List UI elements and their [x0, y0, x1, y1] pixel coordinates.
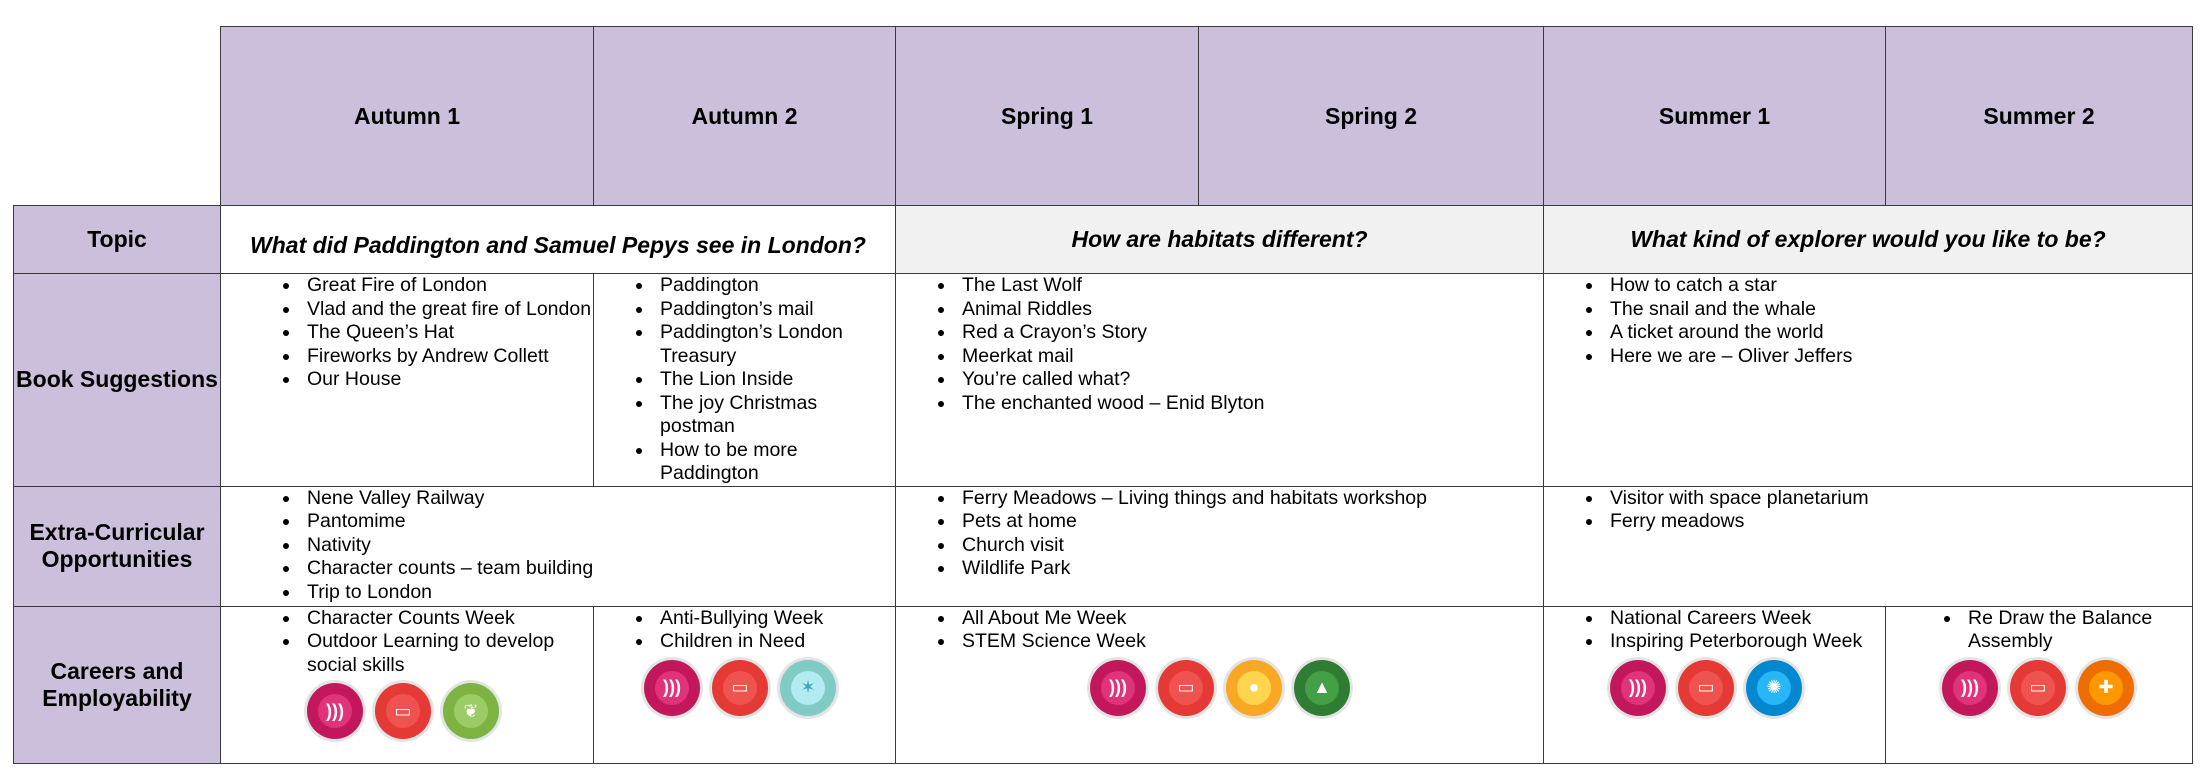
books-autumn2 [594, 274, 896, 487]
careers-autumn2 [594, 606, 896, 763]
term-header-autumn1: Autumn 1 [221, 27, 594, 206]
list-item: • The enchanted wood – Enid Blyton [956, 392, 1543, 416]
list-item: • Here we are – Oliver Jeffers [1604, 345, 2192, 369]
row-label-books: Book Suggestions [14, 274, 221, 487]
term-header-spring1: Spring 1 [896, 27, 1199, 206]
list-item: • The Queen’s Hat [301, 321, 593, 345]
skill-badges [594, 660, 895, 716]
term-header-spring2: Spring 2 [1199, 27, 1544, 206]
list-item: • Character Counts Week [301, 607, 593, 631]
list-item: • All About Me Week [956, 607, 1543, 631]
listening-icon: ))) [644, 660, 700, 716]
list-item: • The Lion Inside [654, 368, 895, 392]
skill-badges [221, 683, 593, 739]
list-item: • Nativity [301, 534, 895, 558]
careers-spring [896, 606, 1544, 763]
staying-positive-icon: ❦ [443, 683, 499, 739]
list-item: • Great Fire of London [301, 274, 593, 298]
list-item: • Red a Crayon’s Story [956, 321, 1543, 345]
topic-autumn: What did Paddington and Samuel Pepys see in London? [221, 206, 896, 274]
problem-solving-icon: ✚ [2078, 660, 2134, 716]
careers-row [14, 606, 2193, 763]
list-item: • Ferry meadows [1604, 510, 2192, 534]
list-item: • Wildlife Park [956, 557, 1543, 581]
list-item: • Re Draw the Balance Assembly [1962, 607, 2192, 654]
row-label-extra: Extra-Curricular Opportunities [14, 486, 221, 606]
list-item: • Our House [301, 368, 593, 392]
extra-summer [1544, 486, 2193, 606]
corner-cell [14, 27, 221, 206]
list-item: • You’re called what? [956, 368, 1543, 392]
speaking-icon: ▭ [2010, 660, 2066, 716]
list-item: • Fireworks by Andrew Collett [301, 345, 593, 369]
list-item: • Paddington’s mail [654, 298, 895, 322]
list-item: • Children in Need [654, 630, 895, 654]
creativity-icon: ● [1226, 660, 1282, 716]
teamwork-icon: ✺ [1746, 660, 1802, 716]
books-row [14, 274, 2193, 487]
speaking-icon: ▭ [1158, 660, 1214, 716]
list-item: • Inspiring Peterborough Week [1604, 630, 1885, 654]
row-label-careers: Careers and Employability [14, 606, 221, 763]
term-header-summer2: Summer 2 [1886, 27, 2193, 206]
list-item: • Paddington’s London Treasury [654, 321, 895, 368]
curriculum-table [13, 26, 2193, 764]
list-item: • Trip to London [301, 581, 895, 605]
list-item: • Nene Valley Railway [301, 487, 895, 511]
careers-autumn1 [221, 606, 594, 763]
careers-summer2 [1886, 606, 2193, 763]
books-spring [896, 274, 1544, 487]
list-item: • Outdoor Learning to develop social skills [301, 630, 593, 677]
speaking-icon: ▭ [1678, 660, 1734, 716]
list-item: • Ferry Meadows – Living things and habitats workshop [956, 487, 1543, 511]
extra-autumn [221, 486, 896, 606]
careers-summer1 [1544, 606, 1886, 763]
list-item: • Character counts – team building [301, 557, 895, 581]
list-item: • Animal Riddles [956, 298, 1543, 322]
term-header-autumn2: Autumn 2 [594, 27, 896, 206]
list-item: • Pets at home [956, 510, 1543, 534]
list-item: • The snail and the whale [1604, 298, 2192, 322]
list-item: • The Last Wolf [956, 274, 1543, 298]
listening-icon: ))) [307, 683, 363, 739]
skill-badges [1886, 660, 2192, 716]
extra-spring [896, 486, 1544, 606]
skill-badges [1544, 660, 1885, 716]
list-item: • Meerkat mail [956, 345, 1543, 369]
listening-icon: ))) [1942, 660, 1998, 716]
speaking-icon: ▭ [375, 683, 431, 739]
books-autumn1 [221, 274, 594, 487]
list-item: • National Careers Week [1604, 607, 1885, 631]
aiming-high-icon: ▲ [1294, 660, 1350, 716]
term-header-summer1: Summer 1 [1544, 27, 1886, 206]
extra-row [14, 486, 2193, 606]
list-item: • Paddington [654, 274, 895, 298]
row-label-topic: Topic [14, 206, 221, 274]
speaking-icon: ▭ [712, 660, 768, 716]
list-item: • STEM Science Week [956, 630, 1543, 654]
topic-summer: What kind of explorer would you like to be? [1544, 206, 2193, 274]
list-item: • The joy Christmas postman [654, 392, 895, 439]
leadership-icon: ✶ [780, 660, 836, 716]
listening-icon: ))) [1610, 660, 1666, 716]
skill-badges [896, 660, 1543, 716]
list-item: • Pantomime [301, 510, 895, 534]
list-item: • A ticket around the world [1604, 321, 2192, 345]
header-row [14, 27, 2193, 206]
list-item: • How to catch a star [1604, 274, 2192, 298]
topic-spring: How are habitats different? [896, 206, 1544, 274]
list-item: • Visitor with space planetarium [1604, 487, 2192, 511]
list-item: • How to be more Paddington [654, 439, 895, 486]
list-item: • Vlad and the great fire of London [301, 298, 593, 322]
topic-row [14, 206, 2193, 274]
books-summer [1544, 274, 2193, 487]
listening-icon: ))) [1090, 660, 1146, 716]
list-item: • Church visit [956, 534, 1543, 558]
list-item: • Anti-Bullying Week [654, 607, 895, 631]
